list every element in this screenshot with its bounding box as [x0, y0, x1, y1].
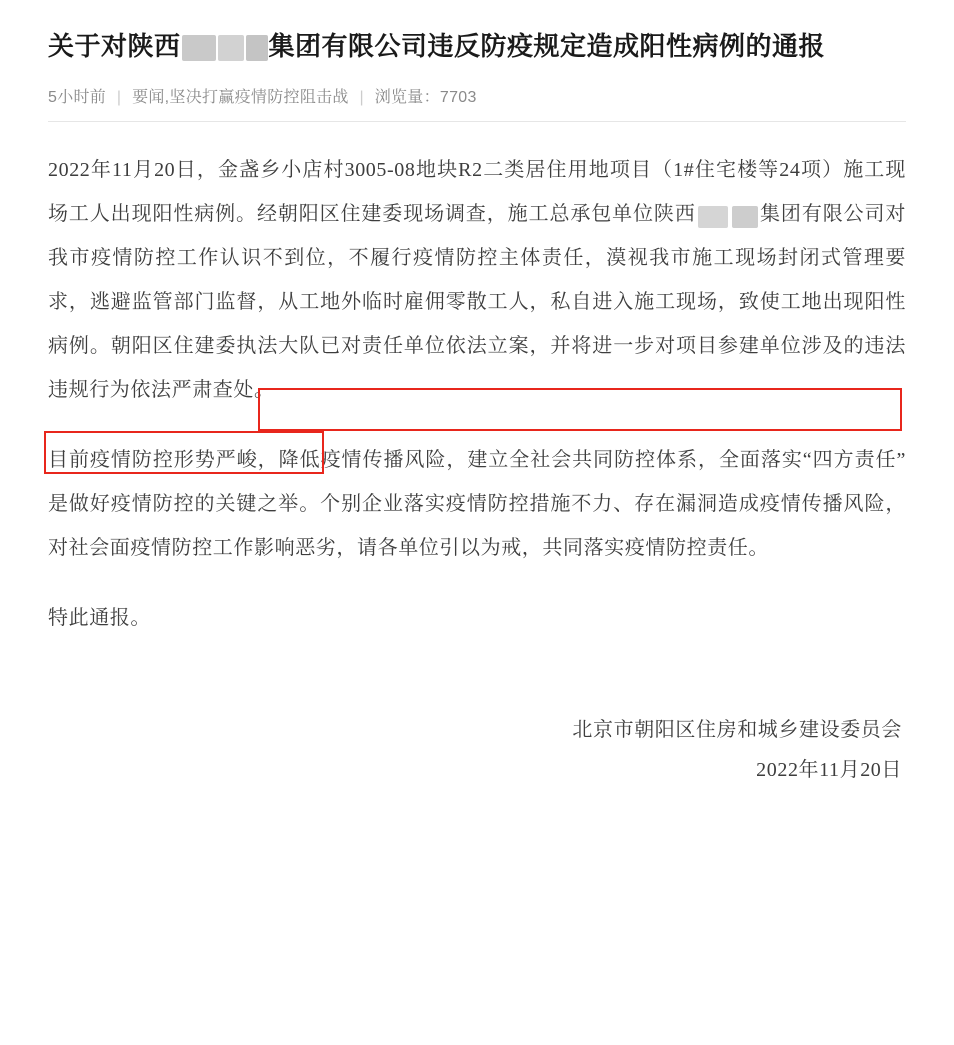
paragraph-1-part-b: 集团有限公司对我市疫情防控工作认识不到位，不履行疫情防控主体责任，漠视我市施工现场封闭式管理要求，逃避监管部门监督， — [48, 202, 906, 313]
paragraph-2: 目前疫情防控形势严峻，降低疫情传播风险，建立全社会共同防控体系，全面落实“四方责任”是做好疫情防控的关键之举。个别企业落实疫情防控措施不力、存在漏洞造成疫情传播风险，对社会面疫情防控工作影响恶劣，请各单位引以为戒，共同落实疫情防控责任。 — [48, 448, 906, 559]
redaction-block-body-2 — [732, 206, 758, 228]
meta-time: 5小时前 — [48, 88, 107, 106]
paragraph-1-part-c: 朝阳区住建委执法大队已对责任单位依法立案，并将进一步对项目参建单位涉及的违法违规行为依法严肃查处。 — [48, 334, 906, 401]
highlighted-text: 从工地外临时雇佣零散工人，私自进入施工现场，致使工地出现阳性病例。 — [48, 290, 907, 357]
redaction-block-body-1 — [698, 206, 728, 228]
meta-category[interactable]: 要闻,坚决打赢疫情防控阻击战 — [132, 88, 349, 106]
bottom-spacer — [48, 790, 906, 808]
article-meta — [48, 84, 906, 122]
article-body — [48, 122, 906, 808]
redaction-block-title-2 — [218, 35, 244, 61]
signature-date: 2022年11月20日 — [756, 758, 902, 781]
signature-organization: 北京市朝阳区住房和城乡建设委员会 — [572, 718, 902, 741]
meta-separator-1: | — [116, 88, 122, 106]
paragraph-3: 特此通报。 — [48, 606, 151, 629]
page-title — [48, 28, 825, 66]
paragraph-1 — [48, 148, 906, 412]
redaction-block-title-1 — [182, 35, 216, 61]
meta-separator-2: | — [359, 88, 364, 106]
page-title-prefix: 关于对陕西 — [48, 31, 181, 61]
signature-block — [48, 710, 906, 790]
redaction-block-title-3 — [246, 35, 268, 61]
meta-views-count: 7703 — [439, 88, 477, 106]
paragraph-1-part-a: 2022年11月20日，金盏乡小店村3005-08地块R2二类居住用地项目（1#住宅楼等24项）施工现场工人出现阳性病例。经朝阳区住建委现场调查，施工总承包单位陕西 — [48, 158, 906, 225]
meta-views-label: 浏览量： — [374, 88, 440, 106]
page-title-suffix: 集团有限公司违反防疫规定造成阳性病例的通报 — [268, 31, 826, 61]
